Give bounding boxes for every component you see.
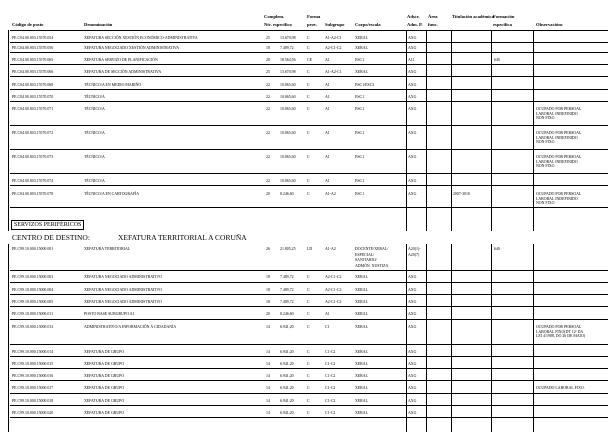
row-rule [10,380,608,381]
row-complemento: 6.941,20 [280,374,294,378]
row-code: PE.C04.00.003.15570.073 [12,155,54,159]
header-corpo: Corpo/escala [355,22,381,27]
row-corpo: XERAL [355,46,368,50]
column-rule [491,244,492,432]
row-nivel: 22 [266,179,270,183]
row-forma: C [307,83,310,87]
row-code: PE.C04.00.003.15570.066 [12,70,54,74]
row-forma: C [307,411,310,415]
row-complemento: 6.941,20 [280,362,294,366]
row-corpo: XERAL [355,312,368,316]
row-observacion: NON FIXO [536,164,555,168]
row-rule [10,64,608,65]
header-area: Área [428,14,438,19]
row-code: PE.C04.00.003.15570.068 [12,83,54,87]
row-observacion: NON FIXO [536,116,555,120]
row-code: PE.C99.10.000.15000.013 [12,325,54,329]
row-code: PE.C99.10.000.15000.015 [12,362,54,366]
row-forma: C [307,362,310,366]
header-formacion: Formación [493,14,515,19]
row-nivel: 22 [266,131,270,135]
header-rule [10,30,608,31]
row-nivel: 18 [266,288,270,292]
row-adscr: A11 [408,58,415,62]
row-complemento: 10.065,60 [280,131,296,135]
row-complemento: 6.941,20 [280,411,294,415]
row-subgrupo: A1 [325,155,330,159]
row-code: PE.C99.10.000.15000.005 [12,300,54,304]
row-observacion: NON FIXO [536,201,555,205]
row-subgrupo: C1-C2 [325,350,336,354]
row-forma: C [307,46,310,50]
row-observacion: OCUPADO POR PERSOAL [536,155,582,159]
row-denominacion: XEFATURA NEGOCIADO ADMINISTRATIVO [84,300,162,304]
row-subgrupo: A2-C1-C2 [325,275,342,279]
header-complem: Complem. [264,14,285,19]
header-observacions: Observacións [536,22,563,27]
row-rule [10,42,608,43]
row-denominacion: XEFATURA DE GRUPO [84,386,125,390]
row-complemento: 8.246,60 [280,192,294,196]
row-rule [10,356,608,357]
header-adm: Adm. P. [407,22,423,27]
row-code: PE.C04.00.003.15570.071 [12,107,54,111]
row-corpo: XERAL [355,362,368,366]
row-subgrupo: A2-C1-C2 [325,288,342,292]
row-forma: LD [307,247,313,251]
row-adscr: AXG [408,350,417,354]
row-code: PE.C04.00.003.15570.072 [12,131,54,135]
row-forma: C [307,288,310,292]
row-denominacion: TÉCNICO/A [84,179,105,183]
row-observacion: OCUPADO POR PERSOAL [536,192,582,196]
row-rule [10,417,608,418]
row-adscr: AXG [408,288,417,292]
header-codigo: Código de posto [12,22,44,27]
row-forma: C [307,131,310,135]
row-complemento: 10.065,60 [280,155,296,159]
row-adscr: AXG [408,95,417,99]
row-adscr: AXG [408,386,417,390]
row-observacion: NON FIXO [536,140,555,144]
column-rule [426,244,427,432]
row-nivel: 22 [266,107,270,111]
row-denominacion: XEFATURA DE GRUPO [84,362,125,366]
section-label: SERVIZOS PERIFÉRICOS [11,220,84,230]
row-denominacion: XEFATURA DE GRUPO [84,399,125,403]
row-nivel: 25 [266,36,270,40]
row-adscr: AXG [408,300,417,304]
row-corpo: ESC1 [355,107,365,111]
row-nivel: 28 [266,58,270,62]
row-nivel: 22 [266,83,270,87]
row-adscr: AXG [408,131,417,135]
row-adscr: A20(1)- [408,247,421,251]
row-denominacion: TÉCNICO/A EN CARTOGRAFÍA [84,192,140,196]
row-rule [10,344,608,345]
column-rule [426,30,427,231]
row-adscr: AXG [408,411,417,415]
header-denominacion: Denominación [84,22,113,27]
header-adscr: Adscr. [407,14,420,19]
column-rule [8,30,9,231]
row-formacion: 640 [494,247,500,251]
row-subgrupo: C1-C2 [325,399,336,403]
row-denominacion: XEFATURA DE GRUPO [84,350,125,354]
row-complemento: 7.489,72 [280,288,294,292]
row-complemento: 6.941,20 [280,386,294,390]
row-rule [10,101,608,102]
row-subgrupo: A1 [325,95,330,99]
column-rule [406,244,407,432]
row-complemento: 7.489,72 [280,275,294,279]
row-rule [10,368,608,369]
row-subgrupo: A1 [325,131,330,135]
row-adscr: AXG [408,83,417,87]
row-corpo: ESPECIAL/ [355,252,375,257]
row-complemento: 6.941,20 [280,399,294,403]
row-denominacion: XEFATURA DE GRUPO [84,411,125,415]
row-code: PE.C04.00.003.15570.056 [12,46,54,50]
row-code: PE.C99.10.000.15000.004 [12,288,54,292]
centro-name: XEFATURA TERRITORIAL A CORUÑA [118,233,247,242]
row-complemento: 10.065,60 [280,95,296,99]
row-forma: C [307,36,310,40]
row-subgrupo: A2-C1-C2 [325,300,342,304]
row-nivel: 14 [266,411,270,415]
row-nivel: 18 [266,300,270,304]
row-subgrupo: A1 [325,312,330,316]
row-nivel: 22 [266,95,270,99]
row-code: PE.C99.10.000.15000.003 [12,275,54,279]
row-subgrupo: A1-A2 [325,247,336,251]
row-subgrupo: C1 [325,325,330,329]
row-denominacion: TÉCNICO/A EN MEDIO MARIÑO [84,83,142,87]
row-code: PE.C99.10.000.15000.014 [12,350,54,354]
row-observacion: OCUPADO POR PERSOAL [536,131,582,135]
row-corpo: ESC1 [355,58,365,62]
row-forma: C [307,312,310,316]
row-forma: C [307,155,310,159]
row-nivel: 22 [266,155,270,159]
row-subgrupo: C1-C2 [325,411,336,415]
row-forma: C [307,350,310,354]
row-adscr: AXG [408,179,417,183]
row-adscr: AXG [408,399,417,403]
row-subgrupo: C1-C2 [325,374,336,378]
row-complemento: 13.670,98 [280,70,296,74]
row-subgrupo: A1 [325,58,330,62]
row-denominacion: XEFATURA TERRITORIAL [84,247,131,251]
row-complemento: 6.941,20 [280,350,294,354]
row-forma: CE [307,58,312,62]
row-denominacion: ADMINISTRATIVO/A INFORMACIÓN Á CIDADANÍA [84,325,177,329]
header-especifica: específica [493,22,512,27]
row-complemento: 10.065,60 [280,179,296,183]
row-code: PE.C04.00.003.15570.070 [12,95,54,99]
row-denominacion: XEFATURA NEGOCIADO XESTIÓN ADMINISTRATIVA [84,46,180,50]
row-adscr: AXG [408,155,417,159]
row-nivel: 14 [266,362,270,366]
row-observacion: OCUPADO POR PERSOAL [536,325,582,329]
row-denominacion: TÉCNICO/A [84,95,105,99]
row-rule [10,282,608,283]
centro-label: CENTRO DE DESTINO: [12,233,90,242]
row-code: PE.C04.00.003.15570.054 [12,36,54,40]
header-forma: Forma [307,14,321,19]
row-adscr: AXG [408,192,417,196]
row-adscr: AXG [408,362,417,366]
row-subgrupo: A1 [325,83,330,87]
row-observacion: LEI 4/1988, DO 26 DE MAIO) [536,334,586,338]
row-code: PE.C99.10.000.15000.011 [12,312,54,316]
row-corpo: XERAL [355,374,368,378]
row-corpo: XERAL [355,386,368,390]
row-adscr: AXG [408,36,417,40]
row-forma: C [307,179,310,183]
column-rule [533,30,534,231]
row-rule [10,149,608,150]
row-forma: C [307,95,310,99]
row-corpo: ADMÓN. XUSTIZA [355,263,389,268]
row-nivel: 26 [266,247,270,251]
row-observacion: LABORAL FIXO(DT 12ª DA [536,329,584,334]
row-forma: C [307,386,310,390]
row-nivel: 14 [266,325,270,329]
row-adscr: AXG [408,107,417,111]
row-nivel: 14 [266,350,270,354]
row-subgrupo: A1-A2-C1 [325,70,342,74]
row-complemento: 18.564,56 [280,58,296,62]
row-corpo: ESC1 [355,95,365,99]
row-rule [10,173,608,174]
column-rule [406,30,407,231]
row-nivel: 14 [266,399,270,403]
row-denominacion: XEFATURA SECCIÓN XESTIÓN ECONÓMICO-ADMINISTRATIVA [84,36,198,40]
row-subgrupo: C1-C2 [325,386,336,390]
row-rule [10,52,608,53]
row-code: PE.C99.10.000.15000.017 [12,386,54,390]
row-corpo: ESC1/ESC3 [355,83,375,87]
header-niv-especifico: Nív. específico [264,22,292,27]
row-complemento: 10.065,60 [280,83,296,87]
row-observacion: LABORAL INDEFINIDO [536,111,578,116]
row-observacion: LABORAL INDEFINIDO [536,135,578,140]
row-code: PE.C04.00.003.15570.074 [12,179,54,183]
row-corpo: XERAL [355,325,368,329]
row-corpo: DOCENTE/XERAL/ [355,247,389,251]
row-adscr: AXG [408,275,417,279]
row-complemento: 10.065,60 [280,107,296,111]
row-nivel: 18 [266,275,270,279]
row-subgrupo: A2-C1-C2 [325,46,342,50]
row-denominacion: XEFATURA NEGOCIADO ADMINISTRATIVO [84,275,162,279]
column-rule [533,244,534,432]
row-observacion: OCUPADO POR PERSOAL [536,107,582,111]
row-rule [10,76,608,77]
row-denominacion: TÉCNICO/A [84,155,105,159]
row-denominacion: XEFATURA SERVIZO DE PLANIFICACIÓN [84,58,158,62]
row-forma: C [307,70,310,74]
row-corpo: ESC1 [355,131,365,135]
header-subgrupo: Subgrupo [325,22,345,27]
row-observacion: LABORAL INDEFINIDO [536,196,578,201]
row-rule [10,319,608,320]
row-rule [10,294,608,295]
row-corpo: ESC1 [355,155,365,159]
row-nivel: 18 [266,46,270,50]
row-corpo: XERAL [355,350,368,354]
row-observacion: LABORAL INDEFINIDO [536,159,578,164]
row-forma: C [307,399,310,403]
row-forma: C [307,275,310,279]
row-subgrupo: A1-A2-C1 [325,36,342,40]
row-rule [10,393,608,394]
header-titulacion: Titulación académica [452,14,494,19]
column-rule [491,30,492,231]
row-corpo: XERAL [355,70,368,74]
row-corpo: ESC1 [355,179,365,183]
row-code: PE.C99.10.000.15000.018 [12,399,54,403]
row-complemento: 21.805,25 [280,247,296,251]
row-nivel: 14 [266,374,270,378]
row-denominacion: TÉCNICO/A [84,107,105,111]
row-observacion: OCUPADO LABORAL FIXO. [536,386,585,390]
row-corpo: XERAL [355,300,368,304]
row-rule [10,306,608,307]
row-subgrupo: A1 [325,107,330,111]
row-code: PE.C99.10.000.15000.020 [12,411,54,415]
row-code: PE.C99.10.000.15000.016 [12,374,54,378]
row-adscr: AXG [408,70,417,74]
row-denominacion: TÉCNICO/A [84,131,105,135]
column-rule [8,244,9,432]
row-complemento: 7.489,72 [280,300,294,304]
row-corpo: XERAL [355,411,368,415]
row-subgrupo: A1 [325,179,330,183]
row-code: PE.C04.00.003.15570.078 [12,192,54,196]
row-nivel: 20 [266,312,270,316]
row-adscr: AXG [408,46,417,50]
row-denominacion: XEFATURA DE SECCIÓN ADMINISTRATIVA [84,70,162,74]
row-complemento: 8.246,60 [280,312,294,316]
row-corpo: XERAL [355,36,368,40]
column-rule [451,244,452,432]
row-rule [10,207,608,208]
row-corpo: XERAL [355,399,368,403]
row-rule [10,270,608,271]
row-denominacion: POSTO BASE SUBGRUPO A1 [84,312,135,316]
row-adscr: AXG [408,325,417,329]
row-formacion: 640 [494,58,500,62]
header-func: func. [428,22,438,27]
row-complemento: 6.941,20 [280,325,294,329]
row-code: PE.C99.10.000.15000.001 [12,247,54,251]
row-forma: C [307,192,310,196]
row-rule [10,185,608,186]
row-forma: C [307,107,310,111]
row-forma: C [307,374,310,378]
header-prov: prov. [307,22,317,27]
row-forma: C [307,325,310,329]
row-corpo: XERAL [355,275,368,279]
row-complemento: 13.670,98 [280,36,296,40]
row-adscr: A20(7) [408,252,420,257]
row-subgrupo: C1-C2 [325,362,336,366]
row-nivel: 20 [266,192,270,196]
row-forma: C [307,300,310,304]
row-denominacion: XEFATURA NEGOCIADO ADMINISTRATIVO [84,288,162,292]
row-complemento: 7.489,72 [280,46,294,50]
row-rule [10,405,608,406]
row-corpo: ESC1 [355,192,365,196]
column-rule [451,30,452,231]
row-corpo: SANITARIO/ [355,258,377,262]
row-nivel: 25 [266,70,270,74]
row-denominacion: XEFATURA DE GRUPO [84,374,125,378]
row-adscr: AXG [408,312,417,316]
row-adscr: AXG [408,374,417,378]
row-titulacion: 2007-3010 [453,192,470,196]
row-corpo: XERAL [355,288,368,292]
row-nivel: 14 [266,386,270,390]
row-code: PE.C04.00.003.15570.065 [12,58,54,62]
row-rule [10,125,608,126]
row-rule [10,89,608,90]
row-subgrupo: A1-A2 [325,192,336,196]
